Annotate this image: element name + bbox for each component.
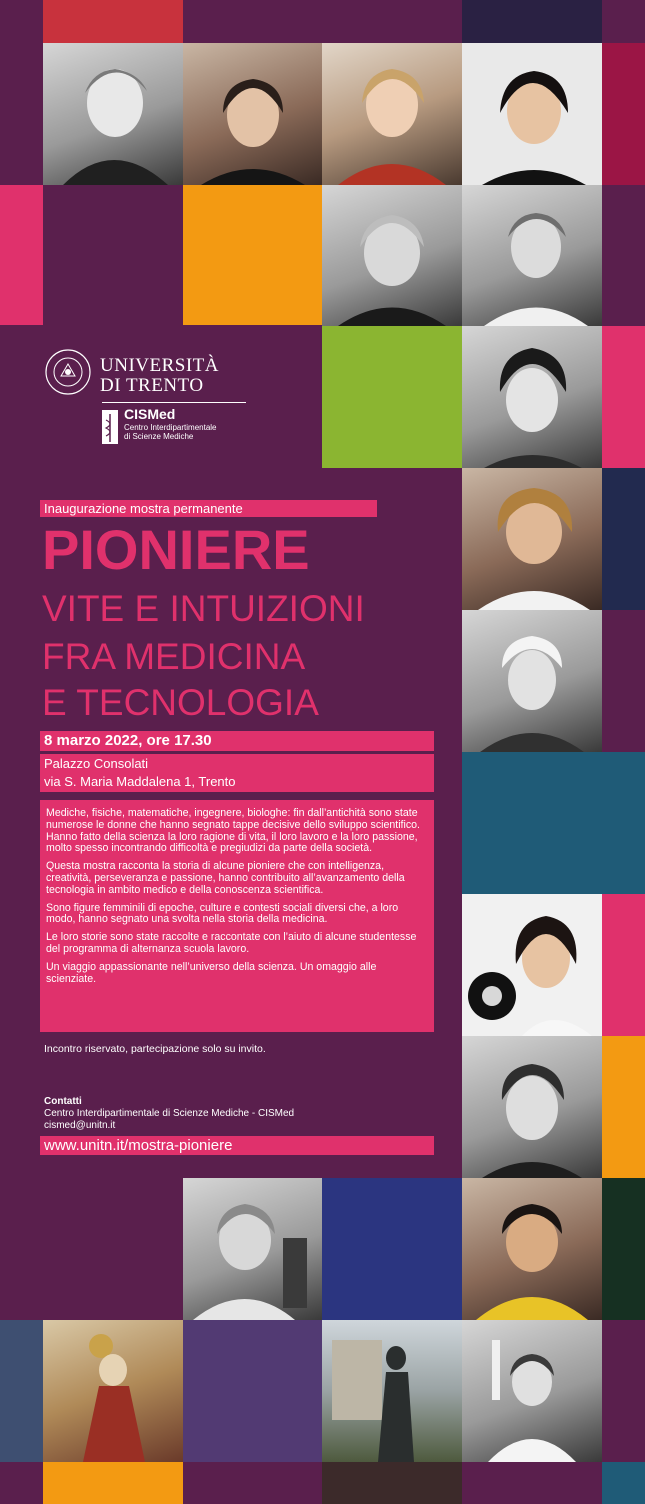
university-name-line1: UNIVERSITÀ <box>100 355 219 376</box>
description-paragraph: Le loro storie sono state raccolte e raccontate con l’aiuto di alcune studentesse del programma di alternanza scuola lavoro. <box>46 931 417 955</box>
portrait-photo <box>462 468 602 610</box>
cismed-full-name <box>124 423 217 441</box>
event-address: via S. Maria Maddalena 1, Trento <box>44 774 236 789</box>
portrait-photo <box>183 43 322 185</box>
tile-orange-right <box>602 1036 645 1178</box>
contacts-heading: Contatti <box>44 1096 82 1107</box>
portrait-photo <box>183 1178 322 1320</box>
portrait-photo <box>462 894 602 1036</box>
logo-divider <box>102 402 246 403</box>
contacts-email[interactable]: cismed@unitn.it <box>44 1120 116 1131</box>
website-bar <box>40 1136 434 1155</box>
cismed-full-name-line1: Centro Interdipartimentale <box>124 423 217 432</box>
tile-dark-green <box>602 1178 645 1320</box>
tile-dark-red-right <box>602 43 645 185</box>
tile-dark <box>462 0 602 43</box>
tile-teal <box>462 752 645 894</box>
event-date: 8 marzo 2022, ore 17.30 <box>44 732 212 749</box>
website-link[interactable]: www.unitn.it/mostra-pioniere <box>44 1137 233 1154</box>
tile-slate-left <box>0 1320 43 1462</box>
cismed-caduceus-icon <box>102 410 118 444</box>
event-title: PIONIERE <box>42 518 310 581</box>
description-paragraph: Sono figure femminili di epoche, culture e contesti sociali diversi che, a loro modo, hanno segnato una svolta nella storia della medicina. <box>46 901 399 926</box>
contacts-org: Centro Interdipartimentale di Scienze Mediche - CISMed <box>44 1108 295 1119</box>
invite-note: Incontro riservato, partecipazione solo su invito. <box>44 1043 266 1055</box>
event-label: Inaugurazione mostra permanente <box>44 501 243 516</box>
tile-brown-bottom <box>322 1462 462 1504</box>
description-paragraph: Mediche, fisiche, matematiche, ingegnere, biologhe: fin dall’antichità sono state numerose le donne che hanno segnato tappe decisive dello sviluppo scientifico. Hanno fatto della scienza la loro ragione di vita, il loro lavoro e la loro passione, molto spesso incontrando difficoltà e pregiudizi da parte della società. <box>46 807 420 855</box>
university-seal-icon <box>44 348 92 396</box>
portrait-photo <box>322 185 462 326</box>
portrait-photo <box>322 43 462 185</box>
tile-navy <box>322 1178 462 1320</box>
event-label-bar <box>40 500 377 517</box>
event-subtitle-line1: VITE E INTUIZIONI <box>42 588 365 629</box>
portrait-photo <box>462 610 602 752</box>
portrait-photo <box>462 43 602 185</box>
tile-muted-purple <box>183 1320 322 1462</box>
university-name-line2: DI TRENTO <box>100 375 204 396</box>
event-date-bar <box>40 731 434 751</box>
tile-pink-right-2 <box>602 894 645 1036</box>
tile-orange <box>183 185 322 325</box>
tile-red <box>43 0 183 43</box>
description-box <box>40 800 434 1032</box>
tile-green <box>322 326 462 468</box>
tile-pink-right <box>602 326 645 468</box>
description-paragraph: Un viaggio appassionante nell’universo della scienza. Un omaggio alle scienziate. <box>46 960 377 985</box>
tile-pink-left <box>0 185 43 325</box>
event-subtitle-line3: E TECNOLOGIA <box>42 682 319 723</box>
portrait-photo <box>322 1320 462 1462</box>
tile-dark-navy-right <box>602 468 645 610</box>
portrait-photo <box>462 1036 602 1178</box>
description-paragraph: Questa mostra racconta la storia di alcune pioniere che con intelligenza, creatività, perseveranza e passione, hanno contribuito all’avanzamento della tecnologia in ambito medico e della conoscenza scientifica. <box>46 860 405 896</box>
portrait-photo <box>43 1320 183 1462</box>
portrait-photo <box>462 326 602 468</box>
event-venue-bar <box>40 754 434 792</box>
cismed-name: CISMed <box>124 406 176 422</box>
event-subtitle-line2: FRA MEDICINA <box>42 636 306 677</box>
portrait-photo <box>43 43 183 185</box>
tile-teal-bottom <box>602 1462 645 1504</box>
event-venue: Palazzo Consolati <box>44 756 149 771</box>
university-name <box>100 356 219 396</box>
portrait-photo <box>462 1178 602 1320</box>
cismed-full-name-line2: di Scienze Mediche <box>124 432 194 441</box>
tile-orange-bottom <box>43 1462 183 1504</box>
portrait-photo <box>462 1320 602 1462</box>
portrait-photo <box>462 185 602 326</box>
